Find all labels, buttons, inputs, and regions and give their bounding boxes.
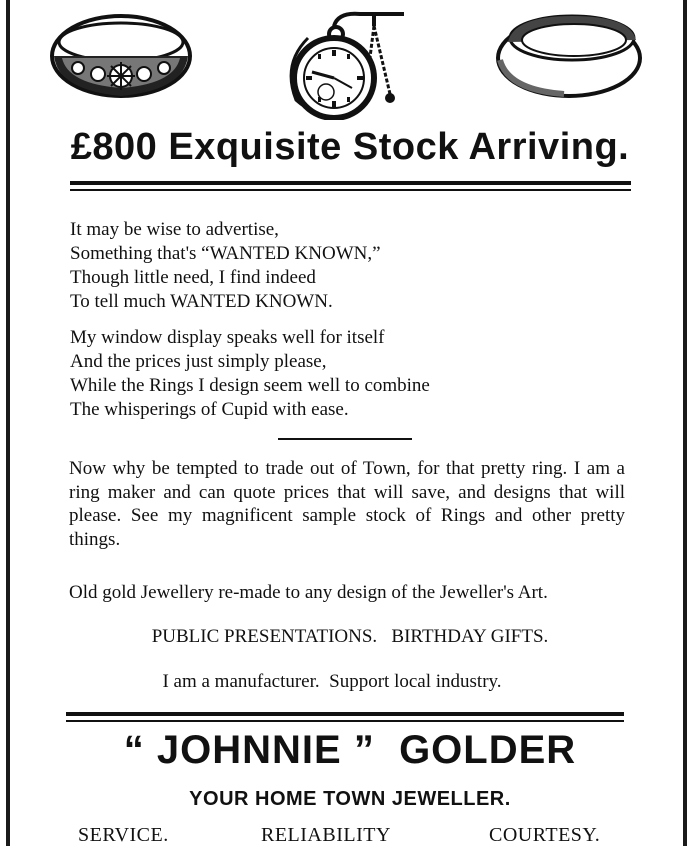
- band-ring-icon: [494, 8, 644, 100]
- top-rule: [70, 181, 631, 185]
- pocket-watch-icon: [278, 8, 408, 120]
- section-divider: [278, 438, 412, 440]
- bottom-rule-thin: [66, 720, 624, 722]
- footer-reliability: RELIABILITY: [261, 824, 391, 846]
- manufacturer-line: I am a manufacturer. Support local industry.: [162, 671, 502, 692]
- jewelled-ring-icon: [48, 8, 194, 104]
- footer-courtesy: COURTESY.: [489, 824, 601, 846]
- bottom-rule: [66, 712, 624, 716]
- body-paragraph-1: Now why be tempted to trade out of Town, for that pretty ring. I am a ring maker and can quote prices that will save, and designs that will please. See my magnificent sample stock of Rings and other pretty things.: [69, 458, 625, 550]
- business-name: “ JOHNNIE ” GOLDER: [123, 728, 577, 772]
- body-paragraph-2: Old gold Jewellery re-made to any design of the Jeweller's Art.: [69, 582, 548, 603]
- poem-stanza-2: My window display speaks well for itself And the prices just simply please, While the Rings I design seem well to combine The whisperings of Cupid with ease.: [70, 327, 430, 420]
- top-rule-thin: [70, 189, 631, 191]
- headline: £800 Exquisite Stock Arriving.: [70, 126, 630, 168]
- poem-stanza-1: It may be wise to advertise, Something that's “WANTED KNOWN,” Though little need, I find indeed To tell much WANTED KNOWN.: [70, 219, 381, 312]
- presentations-line: PUBLIC PRESENTATIONS. BIRTHDAY GIFTS.: [151, 626, 549, 647]
- tagline: YOUR HOME TOWN JEWELLER.: [189, 788, 511, 810]
- footer-service: SERVICE.: [78, 824, 169, 846]
